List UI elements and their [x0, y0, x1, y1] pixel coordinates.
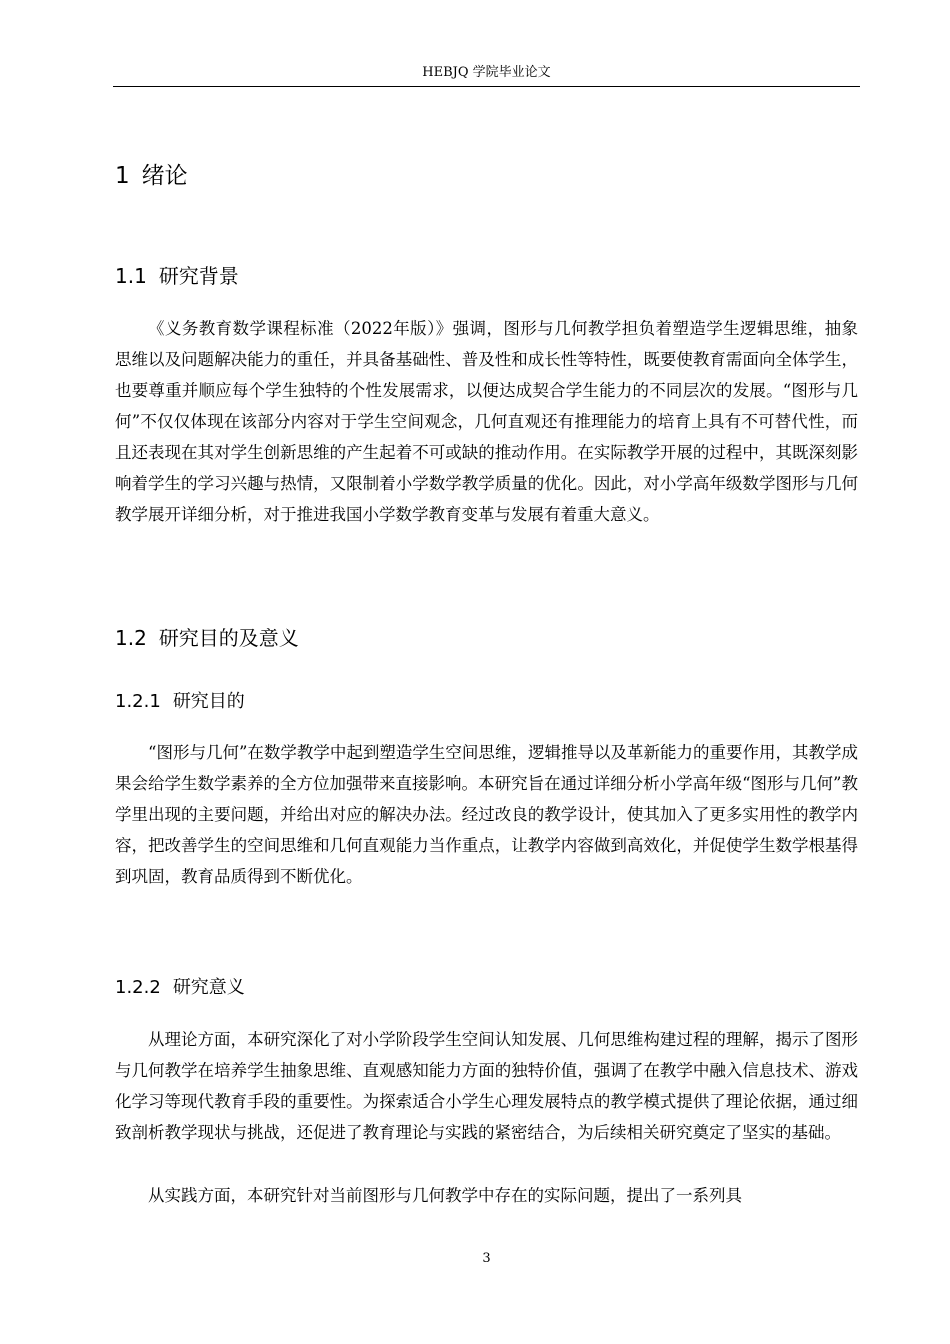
- section-heading-1-2: [115, 624, 299, 652]
- subsection-number: 1.2.1: [115, 691, 161, 712]
- header-divider: [113, 86, 860, 87]
- paragraph-research-significance-theory: 从理论方面，本研究深化了对小学阶段学生空间认知发展、几何思维构建过程的理解，揭示了图形与几何教学在培养学生抽象思维、直观感知能力方面的独特价值，强调了在教学中融入信息技术、游戏化学习等现代教育手段的重要性。为探索适合小学生心理发展特点的教学模式提供了理论依据，通过细致剖析教学现状与挑战，还促进了教育理论与实践的紧密结合，为后续相关研究奠定了坚实的基础。: [115, 1030, 858, 1142]
- chapter-heading: [115, 160, 188, 192]
- subsection-number: 1.2.2: [115, 977, 161, 998]
- page-header: HEBJQ 学院毕业论文: [422, 65, 551, 80]
- section-heading-1-1: [115, 262, 239, 290]
- subsection-title: 研究目的: [172, 691, 245, 712]
- page-number: 3: [482, 1251, 491, 1266]
- section-number: 1.1: [115, 264, 147, 288]
- section-title: 研究背景: [158, 264, 239, 288]
- subsection-title: 研究意义: [172, 977, 245, 998]
- section-number: 1.2: [115, 626, 147, 650]
- chapter-number: 1: [115, 163, 130, 189]
- chapter-title: 绪论: [141, 163, 188, 189]
- subsection-heading-1-2-2: [115, 975, 245, 1001]
- paragraph-research-purpose: “图形与几何”在数学教学中起到塑造学生空间思维，逻辑推导以及革新能力的重要作用，其教学成果会给学生数学素养的全方位加强带来直接影响。本研究旨在通过详细分析小学高年级“图形与几何”教学里出现的主要问题，并给出对应的解决办法。经过改良的教学设计，使其加入了更多实用性的教学内容，把改善学生的空间思维和几何直观能力当作重点，让教学内容做到高效化，并促使学生数学根基得到巩固，教育品质得到不断优化。: [115, 743, 858, 886]
- paragraph-research-background: 《义务教育数学课程标准（2022年版）》强调，图形与几何教学担负着塑造学生逻辑思维，抽象思维以及问题解决能力的重任，并具备基础性、普及性和成长性等特性，既要使教育需面向全体学生，也要尊重并顺应每个学生独特的个性发展需求，以便达成契合学生能力的不同层次的发展。“图形与几何”不仅仅体现在该部分内容对于学生空间观念，几何直观还有推理能力的培育上具有不可替代性，而且还表现在其对学生创新思维的产生起着不可或缺的推动作用。在实际教学开展的过程中，其既深刻影响着学生的学习兴趣与热情，又限制着小学数学教学质量的优化。因此，对小学高年级数学图形与几何教学展开详细分析，对于推进我国小学数学教育变革与发展有着重大意义。: [115, 319, 858, 524]
- subsection-heading-1-2-1: [115, 689, 245, 715]
- section-title: 研究目的及意义: [158, 626, 299, 650]
- paragraph-research-significance-practice: 从实践方面，本研究针对当前图形与几何教学中存在的实际问题，提出了一系列具: [148, 1186, 742, 1205]
